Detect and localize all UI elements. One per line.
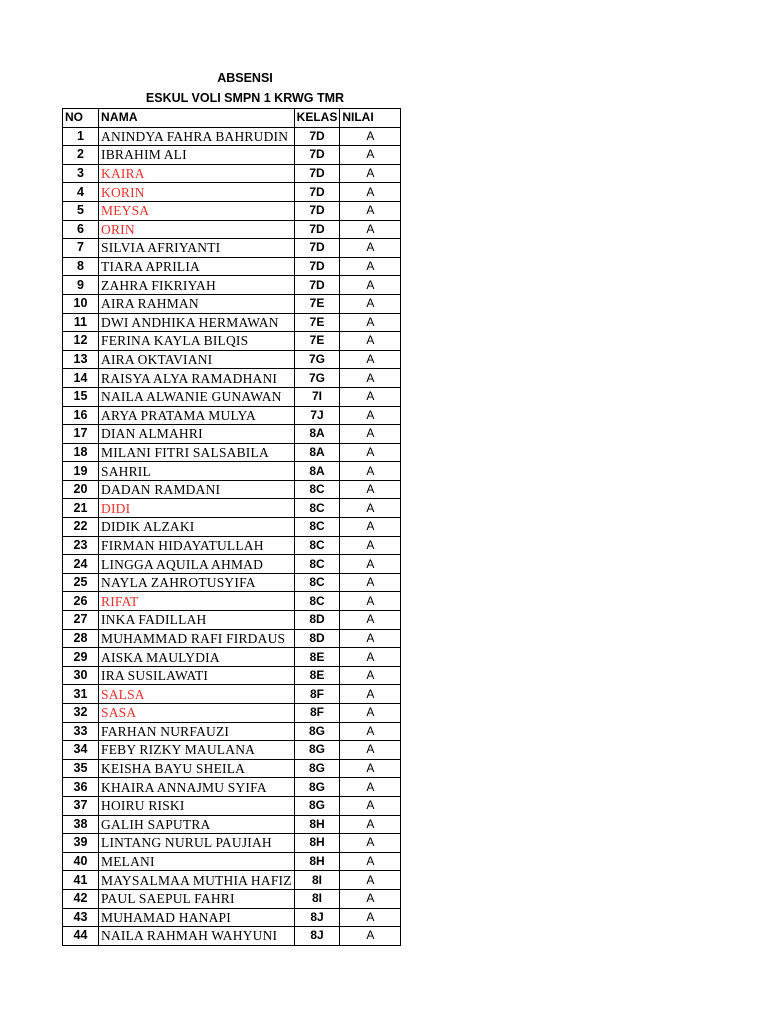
table-row (63, 443, 401, 462)
row-no: 15 (63, 387, 99, 406)
row-no: 4 (63, 183, 99, 202)
row-nilai: A (340, 462, 401, 481)
row-nama: MUHAMMAD RAFI FIRDAUS (99, 629, 295, 648)
row-no: 27 (63, 611, 99, 630)
row-kelas: 8C (294, 555, 340, 574)
row-kelas: 7D (294, 164, 340, 183)
row-no: 38 (63, 815, 99, 834)
page-subtitle: ESKUL VOLI SMPN 1 KRWG TMR (145, 91, 345, 105)
row-no: 22 (63, 518, 99, 537)
row-nilai: A (340, 666, 401, 685)
row-nilai: A (340, 927, 401, 946)
table-row (63, 629, 401, 648)
table-row (63, 425, 401, 444)
row-kelas: 7D (294, 220, 340, 239)
row-nilai: A (340, 499, 401, 518)
row-kelas: 7J (294, 406, 340, 425)
row-nilai: A (340, 815, 401, 834)
row-nama: AIRA RAHMAN (99, 294, 295, 313)
row-kelas: 8C (294, 592, 340, 611)
table-row (63, 146, 401, 165)
table-row (63, 685, 401, 704)
row-kelas: 8E (294, 666, 340, 685)
row-nama: SASA (99, 704, 295, 723)
row-nama: INKA FADILLAH (99, 611, 295, 630)
row-nilai: A (340, 648, 401, 667)
row-no: 33 (63, 722, 99, 741)
row-nilai: A (340, 127, 401, 146)
table-row (63, 741, 401, 760)
row-nama: NAILA RAHMAH WAHYUNI (99, 927, 295, 946)
row-nilai: A (340, 164, 401, 183)
row-nilai: A (340, 518, 401, 537)
row-no: 11 (63, 313, 99, 332)
table-row (63, 183, 401, 202)
row-no: 35 (63, 759, 99, 778)
row-kelas: 8G (294, 722, 340, 741)
row-nama: SILVIA AFRIYANTI (99, 239, 295, 258)
row-no: 26 (63, 592, 99, 611)
row-nama: GALIH SAPUTRA (99, 815, 295, 834)
table-row (63, 480, 401, 499)
table-row (63, 369, 401, 388)
table-row (63, 573, 401, 592)
table-row (63, 889, 401, 908)
row-kelas: 8A (294, 443, 340, 462)
row-nilai: A (340, 778, 401, 797)
row-no: 40 (63, 852, 99, 871)
table-row (63, 722, 401, 741)
row-kelas: 7D (294, 276, 340, 295)
row-nilai: A (340, 536, 401, 555)
row-nilai: A (340, 294, 401, 313)
row-nilai: A (340, 183, 401, 202)
row-no: 6 (63, 220, 99, 239)
row-no: 7 (63, 239, 99, 258)
row-kelas: 8E (294, 648, 340, 667)
row-nama: DADAN RAMDANI (99, 480, 295, 499)
row-nama: IRA SUSILAWATI (99, 666, 295, 685)
row-nilai: A (340, 629, 401, 648)
row-no: 39 (63, 834, 99, 853)
row-nilai: A (340, 350, 401, 369)
table-row (63, 648, 401, 667)
row-no: 9 (63, 276, 99, 295)
row-kelas: 8C (294, 573, 340, 592)
row-kelas: 8C (294, 518, 340, 537)
table-row (63, 239, 401, 258)
table-row (63, 555, 401, 574)
row-no: 16 (63, 406, 99, 425)
table-row (63, 387, 401, 406)
row-nama: ARYA PRATAMA MULYA (99, 406, 295, 425)
row-nilai: A (340, 332, 401, 351)
row-kelas: 8H (294, 815, 340, 834)
row-nama: NAILA ALWANIE GUNAWAN (99, 387, 295, 406)
row-nilai: A (340, 276, 401, 295)
row-nama: SAHRIL (99, 462, 295, 481)
row-no: 1 (63, 127, 99, 146)
row-no: 12 (63, 332, 99, 351)
row-kelas: 7D (294, 127, 340, 146)
row-nama: FERINA KAYLA BILQIS (99, 332, 295, 351)
row-kelas: 8A (294, 425, 340, 444)
header-nilai: NILAI (340, 109, 401, 128)
table-row (63, 276, 401, 295)
row-nilai: A (340, 889, 401, 908)
row-kelas: 8C (294, 499, 340, 518)
row-nama: TIARA APRILIA (99, 257, 295, 276)
row-no: 31 (63, 685, 99, 704)
table-row (63, 666, 401, 685)
row-kelas: 7I (294, 387, 340, 406)
row-no: 13 (63, 350, 99, 369)
row-no: 19 (63, 462, 99, 481)
row-no: 18 (63, 443, 99, 462)
row-no: 5 (63, 201, 99, 220)
row-kelas: 8A (294, 462, 340, 481)
row-kelas: 7G (294, 369, 340, 388)
row-nilai: A (340, 741, 401, 760)
row-no: 42 (63, 889, 99, 908)
table-row (63, 350, 401, 369)
row-no: 25 (63, 573, 99, 592)
row-kelas: 7G (294, 350, 340, 369)
row-kelas: 8I (294, 889, 340, 908)
row-kelas: 7D (294, 239, 340, 258)
row-nama: KAIRA (99, 164, 295, 183)
row-no: 21 (63, 499, 99, 518)
row-nama: ANINDYA FAHRA BAHRUDIN (99, 127, 295, 146)
row-nilai: A (340, 387, 401, 406)
table-row (63, 294, 401, 313)
table-row (63, 592, 401, 611)
row-nilai: A (340, 573, 401, 592)
row-kelas: 7E (294, 294, 340, 313)
row-nama: DWI ANDHIKA HERMAWAN (99, 313, 295, 332)
row-nilai: A (340, 313, 401, 332)
row-kelas: 7E (294, 332, 340, 351)
row-nilai: A (340, 834, 401, 853)
row-nilai: A (340, 201, 401, 220)
table-row (63, 462, 401, 481)
row-kelas: 8J (294, 908, 340, 927)
row-nilai: A (340, 796, 401, 815)
row-no: 10 (63, 294, 99, 313)
row-no: 14 (63, 369, 99, 388)
row-nilai: A (340, 239, 401, 258)
row-nilai: A (340, 611, 401, 630)
table-row (63, 927, 401, 946)
table-row (63, 611, 401, 630)
row-nilai: A (340, 406, 401, 425)
row-no: 3 (63, 164, 99, 183)
table-row (63, 536, 401, 555)
row-nama: RIFAT (99, 592, 295, 611)
row-nama: KORIN (99, 183, 295, 202)
row-kelas: 8F (294, 685, 340, 704)
row-nama: SALSA (99, 685, 295, 704)
row-kelas: 8I (294, 871, 340, 890)
table-row (63, 815, 401, 834)
row-nilai: A (340, 443, 401, 462)
page-title: ABSENSI (217, 71, 273, 85)
header-no: NO (63, 109, 99, 128)
row-nama: LINTANG NURUL PAUJIAH (99, 834, 295, 853)
row-kelas: 7E (294, 313, 340, 332)
row-no: 24 (63, 555, 99, 574)
row-no: 43 (63, 908, 99, 927)
table-row (63, 499, 401, 518)
row-nilai: A (340, 146, 401, 165)
row-nama: AIRA OKTAVIANI (99, 350, 295, 369)
row-kelas: 8H (294, 852, 340, 871)
row-nama: FEBY RIZKY MAULANA (99, 741, 295, 760)
table-row (63, 834, 401, 853)
row-no: 41 (63, 871, 99, 890)
row-nama: ZAHRA FIKRIYAH (99, 276, 295, 295)
table-row (63, 778, 401, 797)
row-no: 28 (63, 629, 99, 648)
row-nilai: A (340, 480, 401, 499)
row-nama: MILANI FITRI SALSABILA (99, 443, 295, 462)
row-nama: FARHAN NURFAUZI (99, 722, 295, 741)
row-nilai: A (340, 908, 401, 927)
row-no: 37 (63, 796, 99, 815)
row-no: 32 (63, 704, 99, 723)
row-nama: MEYSA (99, 201, 295, 220)
row-nilai: A (340, 722, 401, 741)
row-no: 20 (63, 480, 99, 499)
row-nama: RAISYA ALYA RAMADHANI (99, 369, 295, 388)
row-no: 8 (63, 257, 99, 276)
row-kelas: 7D (294, 146, 340, 165)
row-kelas: 8D (294, 629, 340, 648)
table-row (63, 127, 401, 146)
row-nama: FIRMAN HIDAYATULLAH (99, 536, 295, 555)
row-nilai: A (340, 425, 401, 444)
row-nilai: A (340, 871, 401, 890)
row-kelas: 8D (294, 611, 340, 630)
row-nama: MUHAMAD HANAPI (99, 908, 295, 927)
row-no: 34 (63, 741, 99, 760)
row-kelas: 8C (294, 480, 340, 499)
row-no: 17 (63, 425, 99, 444)
row-nama: LINGGA AQUILA AHMAD (99, 555, 295, 574)
row-no: 36 (63, 778, 99, 797)
row-kelas: 8G (294, 796, 340, 815)
row-nilai: A (340, 704, 401, 723)
header-nama: NAMA (99, 109, 295, 128)
row-no: 29 (63, 648, 99, 667)
table-row (63, 406, 401, 425)
row-kelas: 8J (294, 927, 340, 946)
table-row (63, 704, 401, 723)
row-kelas: 8C (294, 536, 340, 555)
row-nilai: A (340, 369, 401, 388)
row-nama: DIDI (99, 499, 295, 518)
row-kelas: 8G (294, 759, 340, 778)
table-row (63, 759, 401, 778)
table-row (63, 796, 401, 815)
table-row (63, 164, 401, 183)
header-kelas: KELAS (294, 109, 340, 128)
row-kelas: 8G (294, 778, 340, 797)
row-kelas: 7D (294, 183, 340, 202)
row-nama: NAYLA ZAHROTUSYIFA (99, 573, 295, 592)
row-kelas: 7D (294, 201, 340, 220)
table-header-row (63, 109, 401, 128)
row-nama: ORIN (99, 220, 295, 239)
row-nilai: A (340, 555, 401, 574)
row-kelas: 8G (294, 741, 340, 760)
row-nama: MELANI (99, 852, 295, 871)
table-row (63, 313, 401, 332)
row-nama: MAYSALMAA MUTHIA HAFIZ (99, 871, 295, 890)
row-nilai: A (340, 257, 401, 276)
row-nama: PAUL SAEPUL FAHRI (99, 889, 295, 908)
row-no: 2 (63, 146, 99, 165)
table-row (63, 852, 401, 871)
table-row (63, 908, 401, 927)
row-nama: DIDIK ALZAKI (99, 518, 295, 537)
row-no: 23 (63, 536, 99, 555)
row-nama: IBRAHIM ALI (99, 146, 295, 165)
row-kelas: 7D (294, 257, 340, 276)
row-nilai: A (340, 685, 401, 704)
row-nilai: A (340, 592, 401, 611)
table-row (63, 332, 401, 351)
row-nilai: A (340, 759, 401, 778)
row-nama: KEISHA BAYU SHEILA (99, 759, 295, 778)
table-row (63, 257, 401, 276)
row-no: 44 (63, 927, 99, 946)
row-nama: AISKA MAULYDIA (99, 648, 295, 667)
row-nama: KHAIRA ANNAJMU SYIFA (99, 778, 295, 797)
row-nilai: A (340, 220, 401, 239)
row-kelas: 8H (294, 834, 340, 853)
row-nama: DIAN ALMAHRI (99, 425, 295, 444)
table-row (63, 871, 401, 890)
table-row (63, 220, 401, 239)
attendance-table (62, 108, 401, 946)
table-row (63, 518, 401, 537)
row-kelas: 8F (294, 704, 340, 723)
row-nama: HOIRU RISKI (99, 796, 295, 815)
table-row (63, 201, 401, 220)
row-nilai: A (340, 852, 401, 871)
row-no: 30 (63, 666, 99, 685)
